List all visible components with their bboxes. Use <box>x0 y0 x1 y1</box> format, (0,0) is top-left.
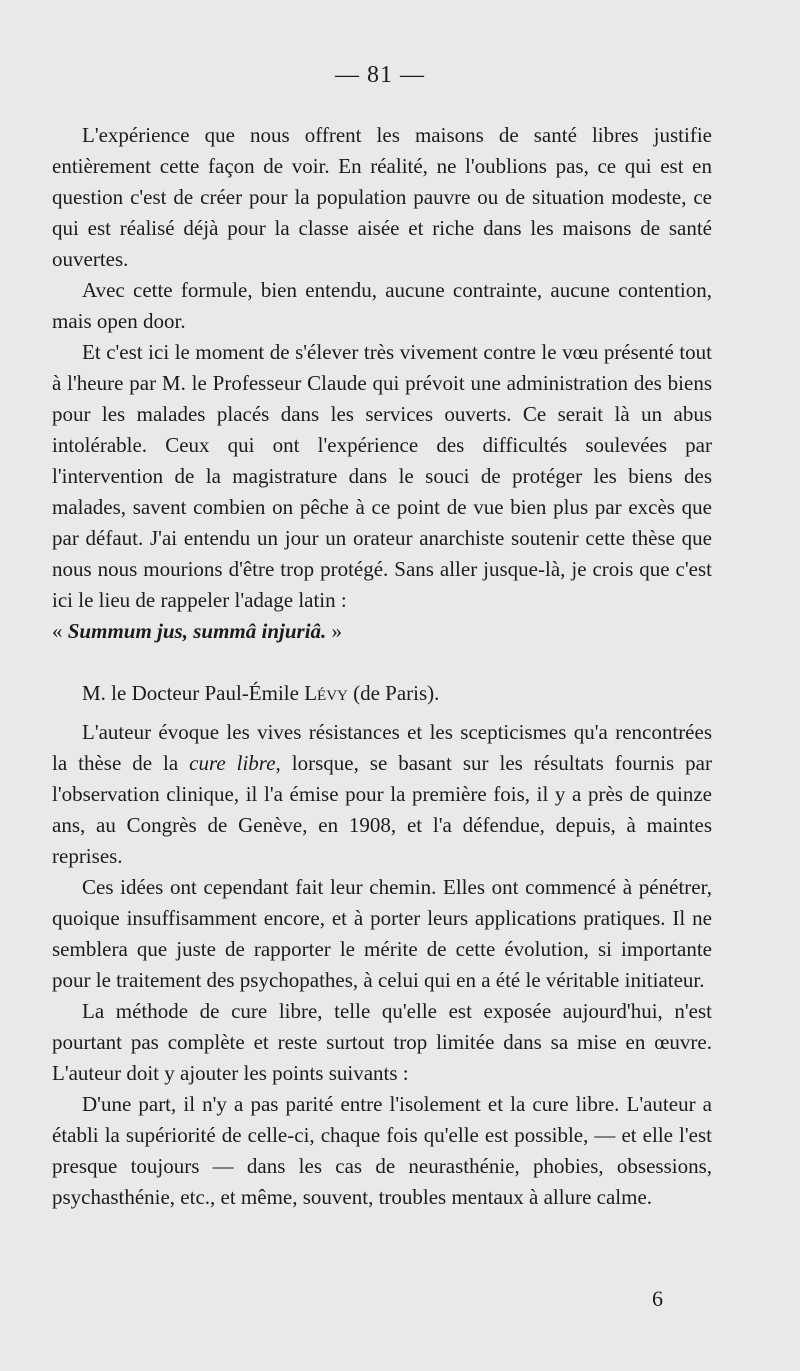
speaker-name: Lévy <box>304 681 348 705</box>
quote-open: « <box>52 619 68 643</box>
latin-quote: Summum jus, summâ injuriâ. <box>67 619 327 643</box>
paragraph: Avec cette formule, bien entendu, aucune contrainte, aucune contention, mais open door. <box>52 278 712 333</box>
quote-close: » <box>326 619 343 643</box>
paragraph-text: L'auteur évoque les vives résistances et les scepticismes qu'a rencontrées la thèse de la <box>52 720 712 775</box>
section-open-door <box>52 120 712 647</box>
paragraph: Et c'est ici le moment de s'élever très vivement contre le vœu présenté tout à l'heure par M. le Professeur Claude qui prévoit une administration des biens pour les malades placés dans les services ouverts. Ce serait là un abus intolérable. Ceux qui ont l'expérience des difficultés soulevées par l'intervention de la magistrature dans le souci de protéger les biens des malades, savent combien on pêche à ce point de vue bien plus par excès que par défaut. J'ai entendu un jour un orateur anarchiste soutenir cette thèse que nous nous mourions d'être trop protégé. Sans aller jusque-là, je crois que c'est ici le lieu de rappeler l'adage latin : <box>52 340 712 612</box>
speaker-prefix: M. le Docteur Paul-Émile <box>82 681 305 705</box>
paragraph <box>52 717 712 872</box>
page-number: — 81 — <box>335 62 425 88</box>
paragraph: D'une part, il n'y a pas parité entre l'isolement et la cure libre. L'auteur a établi la supériorité de celle-ci, chaque fois qu'elle est possible, — et elle l'est presque toujours — dans les cas de neurasthénie, phobies, obsessions, psychasthénie, etc., et même, souvent, troubles mentaux à allure calme. <box>52 1092 712 1209</box>
paragraph: Ces idées ont cependant fait leur chemin. Elles ont commencé à pénétrer, quoique insuffisamment encore, et à porter leurs applications pratiques. Il ne semblera que juste de rapporter le mérite de cette évolution, si importante pour le traitement des psychopathes, à celui qui en a été le véritable initiateur. <box>52 875 712 992</box>
paragraph-text: , lorsque, se basant sur les résultats fournis par l'observation clinique, il l'a émise pour la première fois, il y a près de quinze ans, au Congrès de Genève, en 1908, et l'a défendue, depuis, à maintes reprises. <box>52 751 712 868</box>
cure-libre-term: cure libre <box>189 751 276 775</box>
paragraph: L'expérience que nous offrent les maisons de santé libres justifie entièrement cette façon de voir. En réalité, ne l'oublions pas, ce qui est en question c'est de créer pour la population pauvre ou de situation modeste, ce qui est réalisé déjà pour la classe aisée et riche dans les maisons de santé ouvertes. <box>52 123 712 271</box>
signature-mark: 6 <box>652 1286 663 1311</box>
paragraph: La méthode de cure libre, telle qu'elle est exposée aujourd'hui, n'est pourtant pas complète et reste surtout trop limitée dans sa mise en œuvre. L'auteur doit y ajouter les points suivants : <box>52 999 712 1085</box>
speaker-suffix: (de Paris). <box>347 681 440 705</box>
speaker-heading <box>52 678 712 709</box>
section-levy <box>52 678 712 1213</box>
latin-adage <box>52 616 712 647</box>
